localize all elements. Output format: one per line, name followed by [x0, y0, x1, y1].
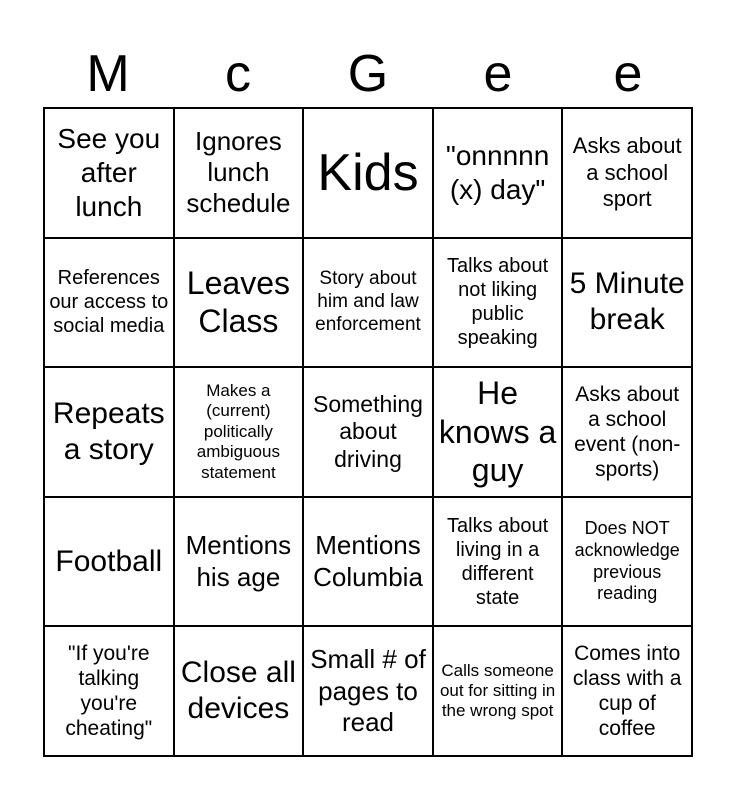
bingo-cell[interactable]: Asks about a school sport: [562, 108, 692, 238]
header-letter: e: [483, 45, 513, 103]
bingo-cell[interactable]: Small # of pages to read: [303, 626, 433, 756]
bingo-cell[interactable]: 5 Minute break: [562, 238, 692, 368]
bingo-cell[interactable]: Something about driving: [303, 367, 433, 497]
header-letter: c: [225, 45, 251, 103]
bingo-header: [43, 40, 693, 108]
bingo-cell[interactable]: Mentions his age: [174, 497, 304, 627]
bingo-cell[interactable]: He knows a guy: [433, 367, 563, 497]
bingo-cell[interactable]: Calls someone out for sitting in the wrong spot: [433, 626, 563, 756]
bingo-cell[interactable]: Close all devices: [174, 626, 304, 756]
bingo-cell[interactable]: Talks about not liking public speaking: [433, 238, 563, 368]
bingo-cell[interactable]: Ignores lunch schedule: [174, 108, 304, 238]
bingo-grid: [43, 107, 693, 757]
bingo-cell[interactable]: Comes into class with a cup of coffee: [562, 626, 692, 756]
bingo-cell[interactable]: Football: [44, 497, 174, 627]
bingo-cell[interactable]: Kids: [303, 108, 433, 238]
header-letter: M: [86, 45, 130, 103]
bingo-cell[interactable]: Story about him and law enforcement: [303, 238, 433, 368]
bingo-cell[interactable]: Does NOT acknowledge previous reading: [562, 497, 692, 627]
bingo-cell[interactable]: See you after lunch: [44, 108, 174, 238]
bingo-cell[interactable]: Asks about a school event (non-sports): [562, 367, 692, 497]
bingo-cell[interactable]: Talks about living in a different state: [433, 497, 563, 627]
bingo-cell[interactable]: "onnnnn (x) day": [433, 108, 563, 238]
bingo-cell[interactable]: Repeats a story: [44, 367, 174, 497]
bingo-cell[interactable]: Mentions Columbia: [303, 497, 433, 627]
bingo-cell[interactable]: References our access to social media: [44, 238, 174, 368]
bingo-cell[interactable]: Makes a (current) politically ambiguous statement: [174, 367, 304, 497]
bingo-cell[interactable]: "If you're talking you're cheating": [44, 626, 174, 756]
header-letter: G: [347, 45, 389, 103]
bingo-cell[interactable]: Leaves Class: [174, 238, 304, 368]
header-letter: e: [613, 45, 643, 103]
